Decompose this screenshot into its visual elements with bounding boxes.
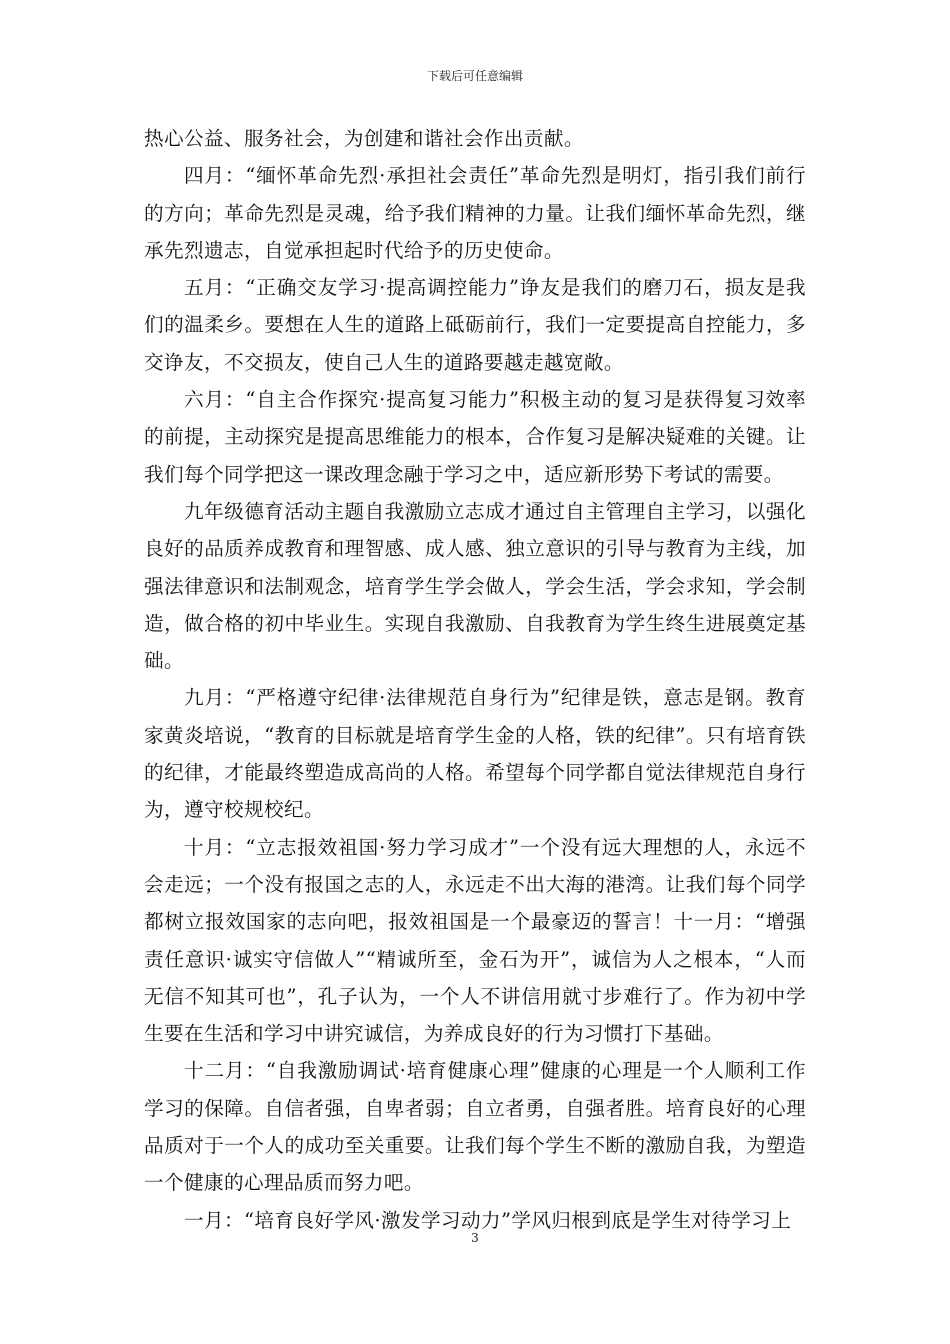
paragraph-continuation: 热心公益、服务社会，为创建和谐社会作出贡献。	[144, 127, 584, 150]
header-note: 下载后可任意编辑	[426, 69, 523, 83]
paragraph-june: 六月：“自主合作探究·提高复习能力”积极主动的复习是获得复习效率的前提，主动探究是提高思维能力的根本，合作复习是解决疑难的关键。让我们每个同学把这一课改理念融于学习之中，适应新形势下考试的需要。	[144, 388, 806, 486]
paragraph-may: 五月：“正确交友学习·提高调控能力”诤友是我们的磨刀石，损友是我们的温柔乡。要想在人生的道路上砥砺前行，我们一定要提高自控能力，多交诤友，不交损友，使自己人生的道路要越走越宽敞。	[144, 276, 806, 374]
paragraph-december: 十二月：“自我激励调试·培育健康心理”健康的心理是一个人顺利工作学习的保障。自信者强，自卑者弱；自立者勇，自强者胜。培育良好的心理品质对于一个人的成功至关重要。让我们每个学生不断的激励自我，为塑造一个健康的心理品质而努力吧。	[144, 1059, 806, 1195]
paragraph-grade-nine-theme: 九年级德育活动主题自我激励立志成才通过自主管理自主学习，以强化良好的品质养成教育和理智感、成人感、独立意识的引导与教育为主线，加强法律意识和法制观念，培育学生学会做人，学会生活，学会求知，学会制造，做合格的初中毕业生。实现自我激励、自我教育为学生终生进展奠定基础。	[144, 499, 806, 673]
page-number: 3	[471, 1231, 479, 1245]
document-body	[144, 120, 806, 1239]
paragraph-january: 一月：“培育良好学风·激发学习动力”学风归根到底是学生对待学习上	[184, 1208, 792, 1232]
paragraph-april: 四月：“缅怀革命先烈·承担社会责任”革命先烈是明灯，指引我们前行的方向；革命先烈是灵魂，给予我们精神的力量。让我们缅怀革命先烈，继承先烈遗志，自觉承担起时代给予的历史使命。	[144, 164, 806, 262]
paragraph-september: 九月：“严格遵守纪律·法律规范自身行为”纪律是铁，意志是钢。教育家黄炎培说，“教育的目标就是培育学生金的人格，铁的纪律”。只有培育铁的纪律，才能最终塑造成高尚的人格。希望每个同学都自觉法律规范自身行为，遵守校规校纪。	[144, 686, 806, 822]
paragraph-october-november: 十月：“立志报效祖国·努力学习成才”一个没有远大理想的人，永远不会走远；一个没有报国之志的人，永远走不出大海的港湾。让我们每个同学都树立报效国家的志向吧，报效祖国是一个最豪迈的誓言！十一月：“增强责任意识·诚实守信做人”“精诚所至，金石为开”，诚信为人之根本，“人而无信不知其可也”，孔子认为，一个人不讲信用就寸步难行了。作为初中学生要在生活和学习中讲究诚信，为养成良好的行为习惯打下基础。	[144, 835, 806, 1046]
